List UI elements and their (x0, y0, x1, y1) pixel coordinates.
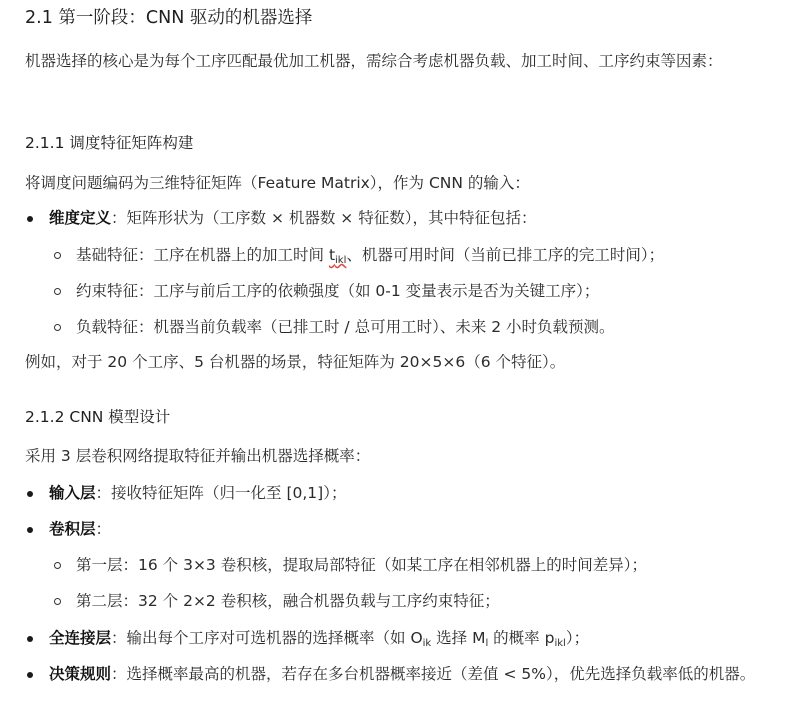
hollow-bullet-icon (54, 252, 61, 259)
bullet-icon (27, 216, 33, 222)
hollow-bullet-icon (54, 562, 61, 569)
hollow-bullet-icon (54, 324, 61, 331)
section-title: 2.1 第一阶段：CNN 驱动的机器选择 (25, 8, 313, 28)
list-item-text: 约束特征：工序与前后工序的依赖强度（如 0-1 变量表示是否为关键工序）； (76, 282, 600, 300)
subsection-title-cnn-model: 2.1.2 CNN 模型设计 (25, 408, 171, 426)
subsection-title-feature-matrix: 2.1.1 调度特征矩阵构建 (25, 134, 194, 152)
spellcheck-squiggle: $t_{ikl}$ (328, 246, 347, 266)
list-item-text: 输入层：接收特征矩阵（归一化至 [0,1]）； (49, 484, 347, 502)
bullet-icon (27, 672, 33, 678)
feature-matrix-lead: 将调度问题编码为三维特征矩阵（Feature Matrix），作为 CNN 的输入： (25, 174, 530, 192)
term-dimension: 维度定义 (49, 209, 112, 227)
cnn-model-lead: 采用 3 层卷积网络提取特征并输出机器选择概率： (25, 447, 371, 465)
intro-paragraph: 机器选择的核心是为每个工序匹配最优加工机器，需综合考虑机器负载、加工时间、工序约束等因素： (25, 52, 723, 70)
hollow-bullet-icon (54, 288, 61, 295)
list-item-text: 第二层：32 个 2×2 卷积核，融合机器负载与工序约束特征； (76, 592, 500, 610)
list-item-text: 卷积层： (49, 520, 112, 538)
list-item-text: 基础特征：工序在机器上的加工时间 $t_{ikl}$、机器可用时间（当前已排工序的完工时间）； (76, 246, 665, 266)
list-item-text: 第一层：16 个 3×3 卷积核，提取局部特征（如某工序在相邻机器上的时间差异）； (76, 556, 647, 574)
list-item-text (49, 206, 803, 231)
bullet-icon (27, 491, 33, 497)
dimension-description: ：矩阵形状为（工序数 × 机器数 × 特征数），其中特征包括： (111, 209, 537, 227)
hollow-bullet-icon (54, 598, 61, 605)
list-item-text: 负载特征：机器当前负载率（已排工时 / 总可用工时）、未来 2 小时负载预测。 (76, 318, 615, 336)
bullet-icon (27, 636, 33, 642)
example-paragraph: 例如，对于 20 个工序、5 台机器的场景，特征矩阵为 20×5×6（6 个特征）。 (25, 353, 566, 371)
list-item-text: 决策规则：选择概率最高的机器，若存在多台机器概率接近（差值 < 5%），优先选择负载率低的机器。 (49, 665, 756, 683)
bullet-icon (27, 527, 33, 533)
list-item-text: 全连接层：输出每个工序对可选机器的选择概率（如 $O_{ik}$ 选择 $M_l$ 的概率 $p_{ikl}$）； (49, 629, 590, 649)
